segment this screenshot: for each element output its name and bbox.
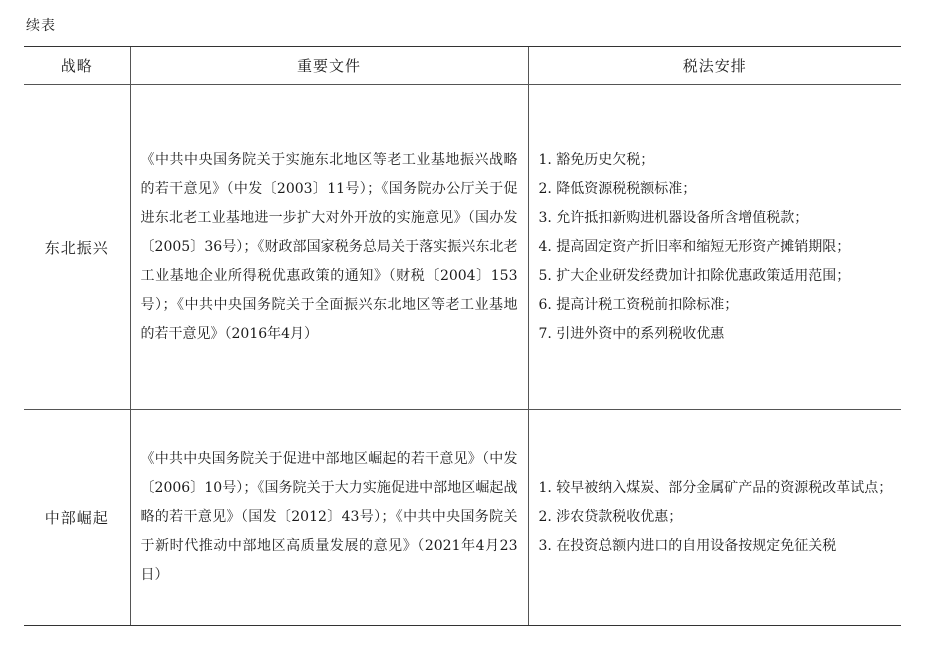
documents-cell: 《中共中央国务院关于促进中部地区崛起的若干意见》（中发〔2006〕10号）；《国务院关于大力实施促进中部地区崛起战略的若干意见》（国发〔2012〕43号）；《中共中央国务院关于新时代推动中部地区高质量发展的意见》（2021年4月23日） [130,410,528,626]
tax-item: 2. 涉农贷款税收优惠； [538,509,683,525]
tax-item: 6. 提高计税工资税前扣除标准； [538,296,739,313]
table-row [24,410,901,626]
tax-item: 3. 在投资总额内进口的自用设备按规定免征关税 [538,538,837,554]
documents-cell: 《中共中央国务院关于实施东北地区等老工业基地振兴战略的若干意见》（中发〔2003〕11号）；《国务院办公厅关于促进东北老工业基地进一步扩大对外开放的实施意见》（国办发〔2005〕36号）；《财政部国家税务总局关于落实振兴东北老工业基地企业所得税优惠政策的通知》（财税〔2004〕153号）；《中共中央国务院关于全面振兴东北地区等老工业基地的若干意见》（2016年4月） [130,85,528,410]
table-row [24,85,901,410]
header-documents: 重要文件 [130,47,528,85]
tax-item: 7. 引进外资中的系列税收优惠 [538,325,725,342]
header-tax-arrangements: 税法安排 [528,47,901,85]
tax-arrangements-cell [528,85,901,410]
table-header-row [24,47,901,85]
policy-table [24,46,901,626]
header-strategy: 战略 [24,47,130,85]
tax-item: 4. 提高固定资产折旧率和缩短无形资产摊销期限； [538,238,851,255]
tax-item: 2. 降低资源税税额标准； [538,180,697,197]
tax-item: 1. 较早被纳入煤炭、部分金属矿产品的资源税改革试点； [538,480,893,496]
tax-arrangements-cell [528,410,901,626]
strategy-cell: 东北振兴 [24,85,130,410]
table-caption: 续表 [26,18,56,34]
tax-item: 5. 扩大企业研发经费加计扣除优惠政策适用范围； [538,267,851,284]
tax-item: 3. 允许抵扣新购进机器设备所含增值税款； [538,209,809,226]
tax-item: 1. 豁免历史欠税； [538,151,655,168]
strategy-cell: 中部崛起 [24,410,130,626]
